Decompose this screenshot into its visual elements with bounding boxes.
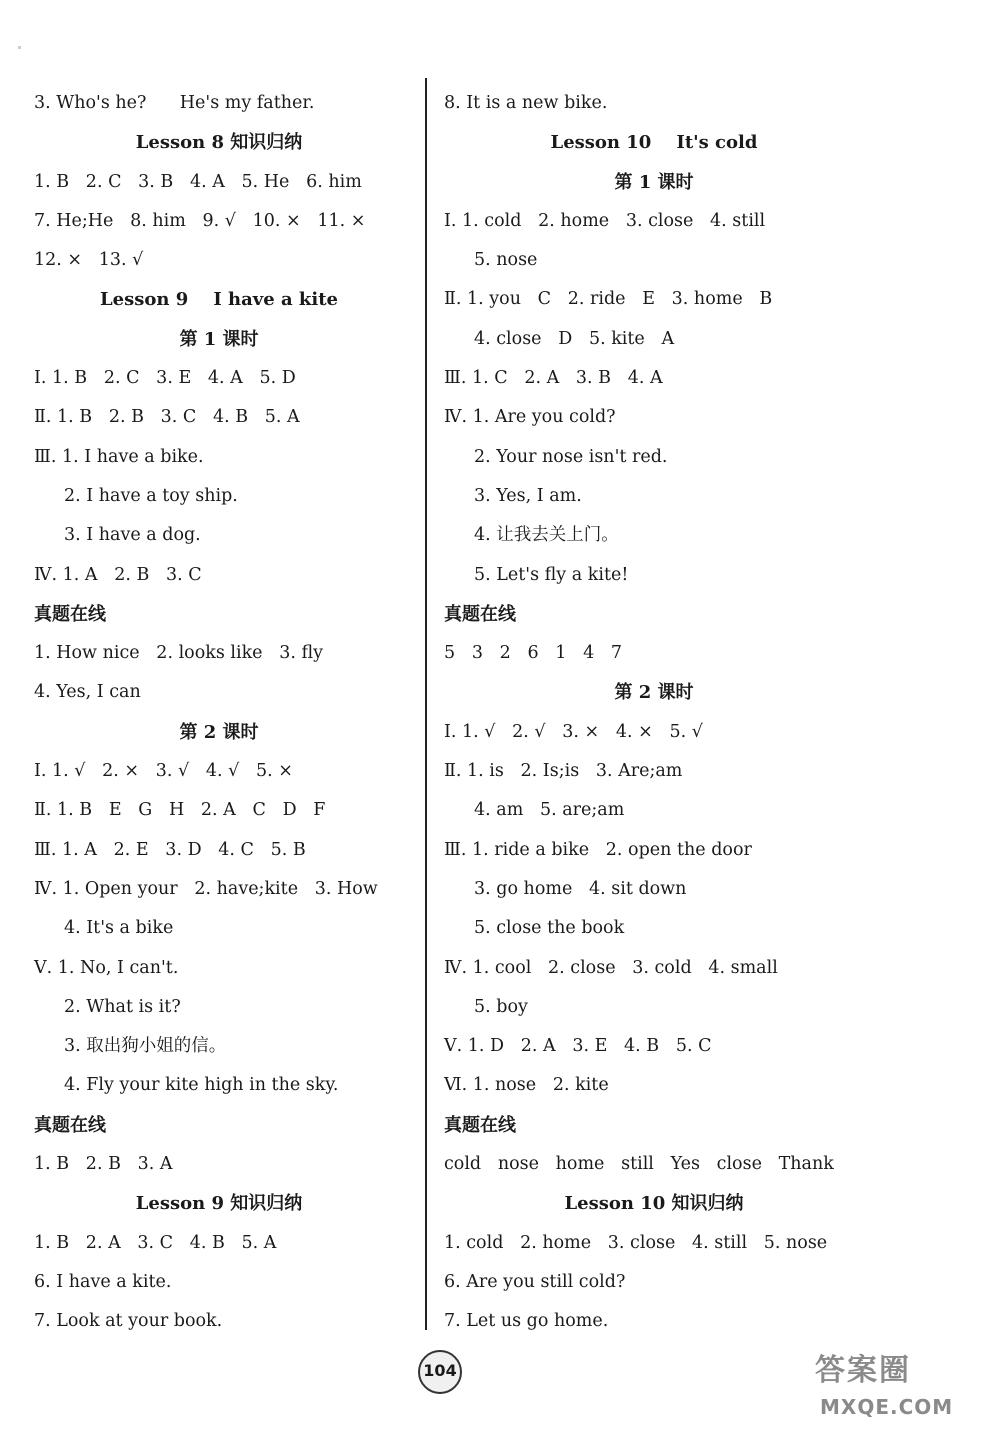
answer-line: 7. He;He 8. him 9. √ 10. × 11. ×	[34, 210, 366, 231]
subsection-label: 真题在线	[444, 1114, 516, 1136]
section-heading: Lesson 9 I have a kite	[100, 289, 338, 311]
answer-line: Ⅲ. 1. I have a bike.	[34, 446, 204, 467]
answer-line: Ⅳ. 1. A 2. B 3. C	[34, 564, 202, 585]
answer-line: Ⅴ. 1. No, I can't.	[34, 957, 179, 978]
section-heading: Lesson 10 It's cold	[550, 132, 758, 154]
answer-line: Ⅰ. 1. √ 2. × 3. √ 4. √ 5. ×	[34, 761, 293, 782]
answer-line: Ⅰ. 1. B 2. C 3. E 4. A 5. D	[34, 368, 296, 389]
section-heading: Lesson 9 知识归纳	[135, 1193, 303, 1215]
answer-line: 1. How nice 2. looks like 3. fly	[34, 643, 324, 664]
section-heading: 第 1 课时	[179, 328, 259, 350]
answer-line: Ⅳ. 1. Open your 2. have;kite 3. How	[34, 878, 378, 899]
answer-line: Ⅰ. 1. cold 2. home 3. close 4. still	[444, 210, 766, 231]
answer-line: Ⅰ. 1. √ 2. √ 3. × 4. × 5. √	[444, 721, 703, 742]
answer-line: 1. B 2. A 3. C 4. B 5. A	[34, 1232, 277, 1253]
answer-line: 8. It is a new bike.	[444, 93, 608, 113]
answer-line: 2. What is it?	[64, 996, 181, 1017]
answer-line: 2. Your nose isn't red.	[474, 446, 668, 467]
answer-line: 4. It's a bike	[64, 918, 174, 939]
scan-speck	[18, 46, 21, 49]
answer-line: 5. close the book	[474, 918, 625, 939]
answer-line: 3. 取出狗小姐的信。	[64, 1036, 227, 1057]
answer-line: 1. cold 2. home 3. close 4. still 5. nose	[444, 1232, 828, 1253]
answer-line: Ⅳ. 1. Are you cold?	[444, 407, 616, 428]
answer-line: 5. nose	[474, 250, 538, 271]
right-column	[444, 84, 864, 1342]
answer-line: Ⅲ. 1. ride a bike 2. open the door	[444, 839, 752, 860]
subsection-label: 真题在线	[34, 1114, 106, 1136]
answer-line: 12. × 13. √	[34, 250, 144, 271]
answer-line: 6. I have a kite.	[34, 1271, 172, 1292]
answer-line: 4. Yes, I can	[34, 682, 141, 703]
answer-line: 3. Yes, I am.	[474, 485, 582, 506]
answer-line: cold nose home still Yes close Thank	[444, 1154, 834, 1175]
answer-line: 3. go home 4. sit down	[474, 878, 687, 899]
answer-line: 7. Let us go home.	[444, 1311, 609, 1332]
answer-line: Ⅱ. 1. is 2. Is;is 3. Are;am	[444, 761, 683, 782]
answer-line: Ⅲ. 1. A 2. E 3. D 4. C 5. B	[34, 839, 306, 860]
answer-line: 5 3 2 6 1 4 7	[444, 643, 623, 664]
section-heading: 第 1 课时	[614, 171, 694, 193]
section-heading: Lesson 8 知识归纳	[135, 132, 303, 154]
answer-line: 5. boy	[474, 996, 528, 1017]
answer-line: 7. Look at your book.	[34, 1311, 223, 1332]
answer-line: 4. am 5. are;am	[474, 800, 625, 821]
section-heading: 第 2 课时	[614, 682, 694, 704]
answer-line: 1. B 2. C 3. B 4. A 5. He 6. him	[34, 171, 362, 192]
answer-line: Ⅲ. 1. C 2. A 3. B 4. A	[444, 368, 663, 389]
answer-line: 2. I have a toy ship.	[64, 485, 238, 506]
answer-line: Ⅱ. 1. B E G H 2. A C D F	[34, 800, 326, 821]
answer-line: 3. Who's he? He's my father.	[34, 93, 315, 113]
left-column	[34, 84, 404, 1342]
answer-line: Ⅵ. 1. nose 2. kite	[444, 1075, 609, 1096]
answer-line: Ⅱ. 1. B 2. B 3. C 4. B 5. A	[34, 407, 300, 428]
watermark-logo: 答案圈	[815, 1353, 911, 1388]
answer-line: Ⅳ. 1. cool 2. close 3. cold 4. small	[444, 957, 778, 978]
subsection-label: 真题在线	[34, 603, 106, 625]
answer-line: 4. Fly your kite high in the sky.	[64, 1075, 339, 1096]
watermark-url: MXQE.COM	[820, 1395, 954, 1419]
section-heading: Lesson 10 知识归纳	[564, 1193, 744, 1215]
subsection-label: 真题在线	[444, 603, 516, 625]
answer-line: Ⅴ. 1. D 2. A 3. E 4. B 5. C	[444, 1036, 712, 1057]
answer-line: 3. I have a dog.	[64, 525, 201, 546]
answer-line: Ⅱ. 1. you C 2. ride E 3. home B	[444, 289, 773, 310]
page-number: 104	[418, 1350, 462, 1394]
answer-line: 1. B 2. B 3. A	[34, 1154, 173, 1175]
column-divider	[425, 78, 427, 1330]
answer-line: 4. 让我去关上门。	[474, 525, 619, 546]
section-heading: 第 2 课时	[179, 721, 259, 743]
answer-line: 4. close D 5. kite A	[474, 328, 675, 349]
answer-line: 5. Let's fly a kite!	[474, 564, 629, 585]
answer-line: 6. Are you still cold?	[444, 1271, 626, 1292]
